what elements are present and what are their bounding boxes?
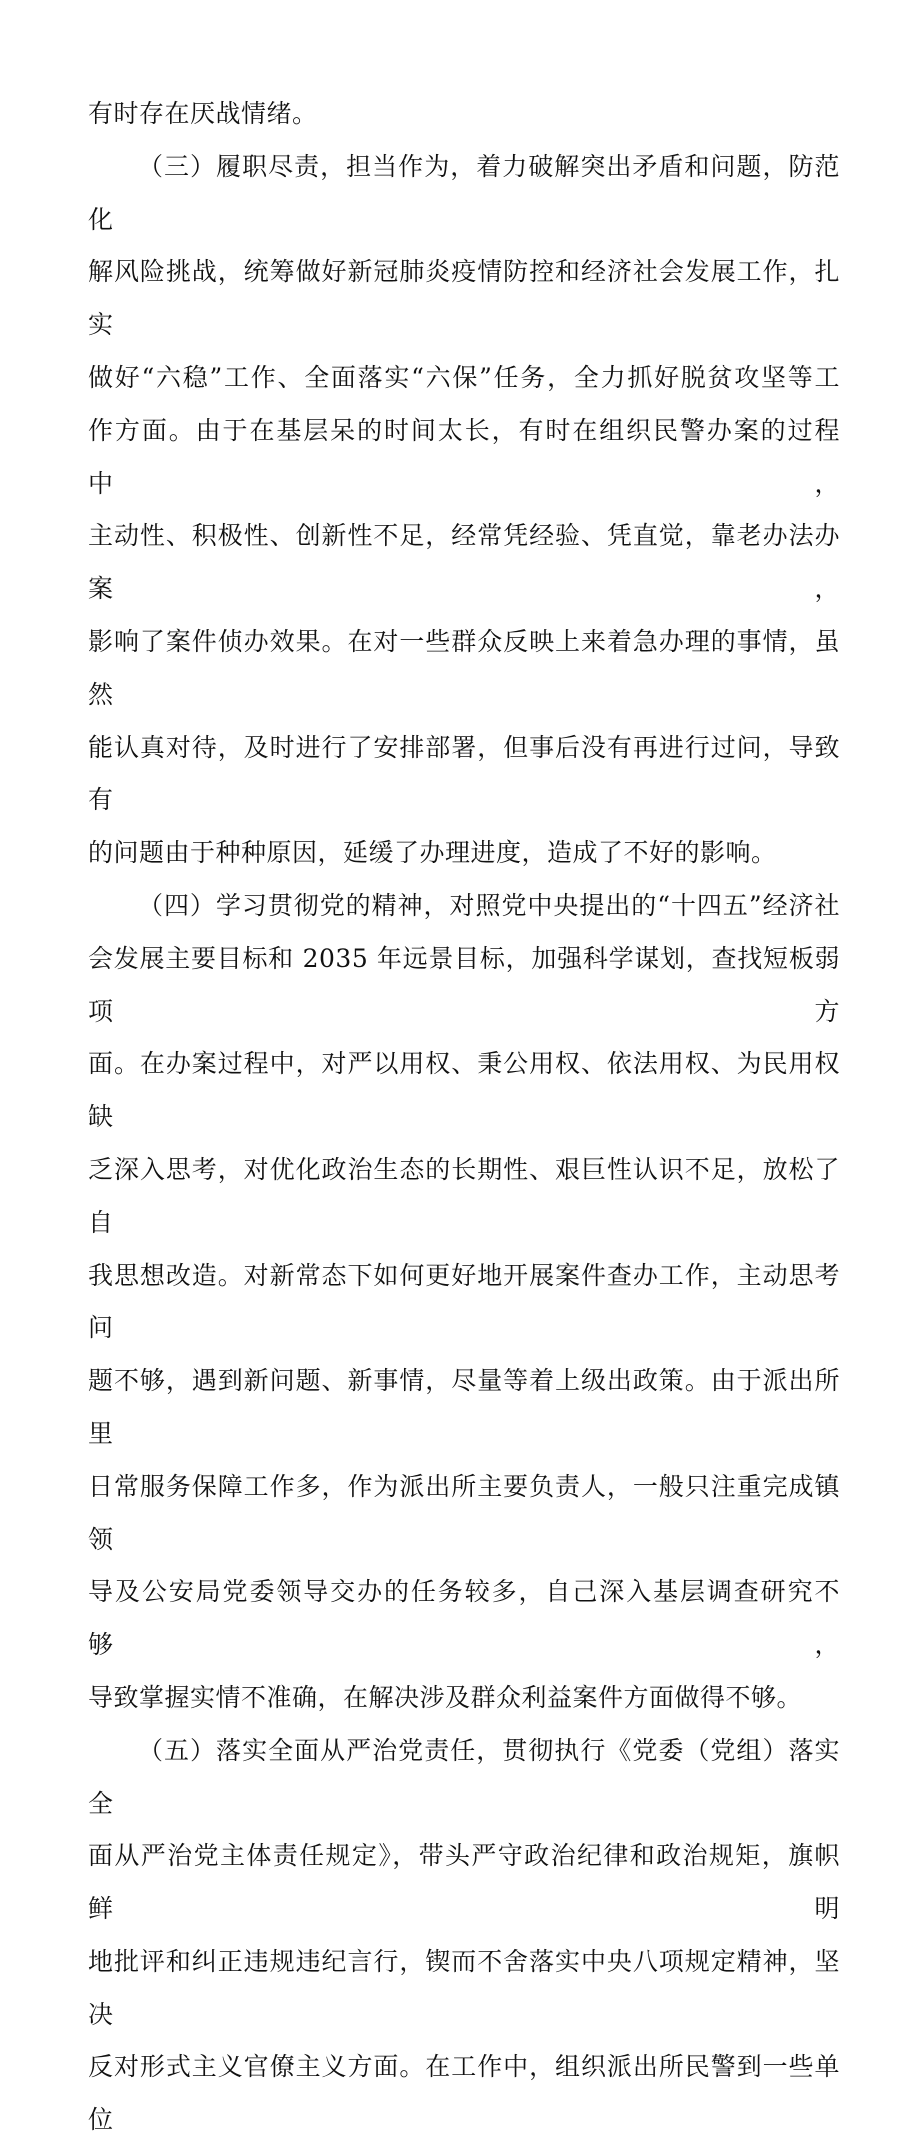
paragraph-2-line-4: 作方面。由于在基层呆的时间太长，有时在组织民警办案的过程中， (88, 415, 840, 498)
paragraph-2-line-7: 能认真对待，及时进行了安排部署，但事后没有再进行过问，导致有 (88, 732, 840, 815)
paragraph-1-line-1: 有时存在厌战情绪。 (88, 99, 318, 128)
paragraph-3-line-6: 题不够，遇到新问题、新事情，尽量等着上级出政策。由于派出所里 (88, 1366, 840, 1448)
document-body (88, 88, 840, 2147)
paragraph-3-line-7: 日常服务保障工作多，作为派出所主要负责人，一般只注重完成镇领 (88, 1471, 840, 1554)
paragraph-3-line-8: 导及公安局党委领导交办的任务较多，自己深入基层调查研究不够， (88, 1577, 840, 1660)
paragraph-2-line-1: （三）履职尽责，担当作为，着力破解突出矛盾和问题，防范化 (88, 151, 840, 234)
paragraph-4-line-4: 反对形式主义官僚主义方面。在工作中，组织派出所民警到一些单位 (88, 2052, 840, 2135)
paragraph-3-line-4: 乏深入思考，对优化政治生态的长期性、艰巨性认识不足，放松了自 (88, 1154, 840, 1237)
paragraph-3-line-5: 我思想改造。对新常态下如何更好地开展案件查办工作，主动思考问 (88, 1260, 840, 1343)
paragraph-2-line-6: 影响了案件侦办效果。在对一些群众反映上来着急办理的事情，虽然 (88, 626, 840, 709)
paragraph-4-line-1: （五）落实全面从严治党责任，贯彻执行《党委（党组）落实全 (88, 1735, 840, 1818)
paragraph-4-line-3: 地批评和纠正违规违纪言行，锲而不舍落实中央八项规定精神，坚决 (88, 1946, 840, 2029)
paragraph-3-line-1: （四）学习贯彻党的精神，对照党中央提出的“十四五”经济社 (138, 890, 840, 920)
paragraph-2-line-3: 做好“六稳”工作、全面落实“六保”任务，全力抓好脱贫攻坚等工 (88, 362, 840, 392)
paragraph-3-line-9: 导致掌握实情不准确，在解决涉及群众利益案件方面做得不够。 (88, 1682, 803, 1712)
paragraph-4-line-2: 面从严治党主体责任规定》，带头严守政治纪律和政治规矩，旗帜鲜明 (88, 1841, 840, 1924)
paragraph-3-line-3: 面。在办案过程中，对严以用权、秉公用权、依法用权、为民用权缺 (88, 1049, 840, 1132)
paragraph-2-line-5: 主动性、积极性、创新性不足，经常凭经验、凭直觉，靠老办法办案， (88, 521, 840, 604)
paragraph-3-line-2: 会发展主要目标和 2035 年远景目标，加强科学谋划，查找短板弱项方 (88, 943, 840, 1026)
paragraph-2-line-8: 的问题由于种种原因，延缓了办理进度，造成了不好的影响。 (88, 838, 777, 868)
paragraph-2-line-2: 解风险挑战，统筹做好新冠肺炎疫情防控和经济社会发展工作，扎实 (88, 257, 840, 340)
